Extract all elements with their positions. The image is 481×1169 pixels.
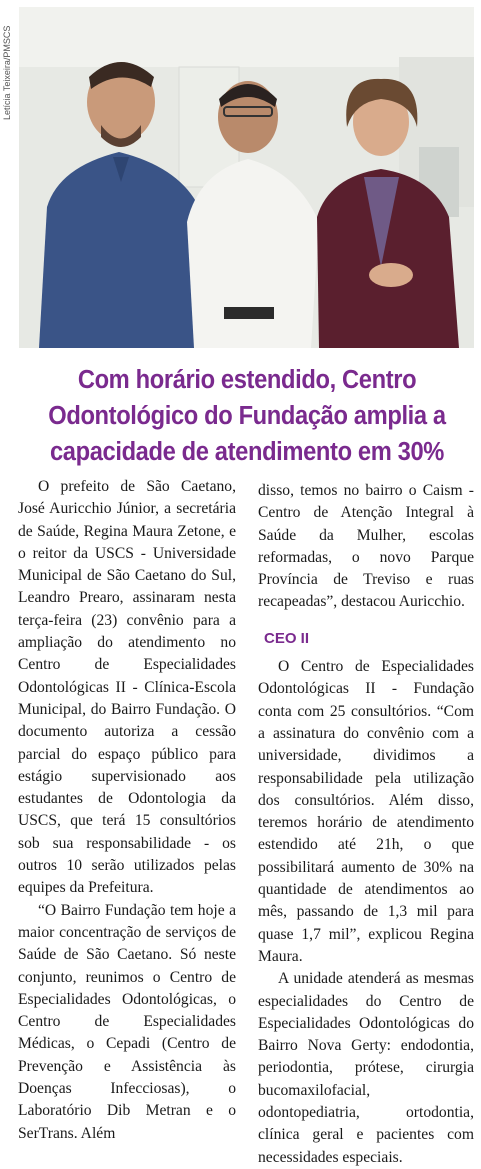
paragraph-quote: “O Bairro Fundação tem hoje a maior concentração de serviços de Saúde de São Caetano. Só neste conjunto, reunimos o Centro de Especialidades Odontológicas, o Centro de Especialidades Médicas, o Cepadi (Centro de Prevenção e Assistência às Doenças Infecciosas), o Laboratório Dib Metran e o SerTrans. Além [18,901,236,1142]
photo-credit [0,8,16,128]
photo-illustration [19,7,474,348]
article-column-right [258,480,474,1169]
article-photo [19,7,474,348]
paragraph-quote-continuation: disso, temos no bairro o Caism - Centro de Atenção Integral à Saúde da Mulher, escolas reformadas, o novo Parque Província de Treviso e ruas recapeadas”, destacou Auricchio. [258,482,474,611]
paragraph-intro: O prefeito de São Caetano, José Auricchio Júnior, a secretária de Saúde, Regina Maura Zetone, e o reitor da USCS - Universidade Municipal de São Caetano do Sul, Leandro Prearo, assinaram nesta terça-feira (23) convênio para a ampliação do atendimento no Centro de Especialidades Odontológicas II - Clínica-Escola Municipal, do Bairro Fundação. O documento autoriza a cessão parcial do espaço público para estágio supervisionado aos estudantes de Odontologia da USCS, que terá 15 consultórios sob sua responsabilidade - os outros 10 serão utilizados pelas equipes da Prefeitura. [18,478,236,897]
article-column-left [18,476,236,1145]
article-headline: Com horário estendido, Centro Odontológico do Fundação amplia a capacidade de atendimento em 30% [48,366,446,466]
photo-credit-text: Letícia Teixeira/PMSCS [2,25,12,120]
paragraph-specialties: A unidade atenderá as mesmas especialidades do Centro de Especialidades Odontológicas do Bairro Nova Gerty: endodontia, periodontia, prótese, cirurgia bucomaxilofacial, odontopediatria, ortodontia, clínica geral e pacientes com necessidades especiais. [258,970,474,1166]
section-subhead: CEO II [264,629,310,647]
paragraph-ceo-ii: O Centro de Especialidades Odontológicas II - Fundação conta com 25 consultórios. “Com a assinatura do convênio com a universidade, dividimos a responsabilidade pela utilização dos consultórios. Além disso, teremos horário de atendimento estendido até 21h, o que possibilitará aumento de 30% na quantidade de atendimentos ao mês, passando de 1,3 mil para quase 1,7 mil”, explicou Regina Maura. [258,658,474,965]
